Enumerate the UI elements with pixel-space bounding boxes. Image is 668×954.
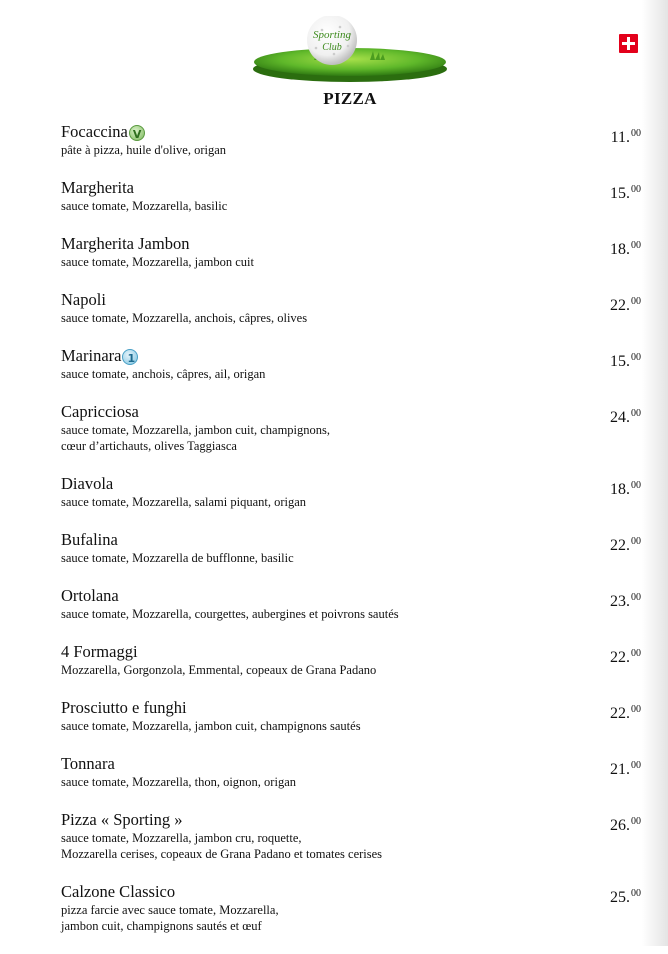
menu-item bbox=[61, 402, 641, 454]
menu-item-description: sauce tomate, Mozzarella, thon, oignon, origan bbox=[61, 775, 296, 789]
menu-item-description: sauce tomate, Mozzarella, courgettes, aubergines et poivrons sautés bbox=[61, 607, 399, 621]
price-cents: 00 bbox=[631, 816, 641, 827]
menu-item-name-row bbox=[61, 882, 641, 902]
menu-item-price bbox=[610, 588, 641, 612]
menu-item-description: sauce tomate, Mozzarella, jambon cru, roquette, bbox=[61, 831, 302, 845]
menu-item-name-row bbox=[61, 178, 641, 198]
menu-item-description: sauce tomate, anchois, câpres, ail, origan bbox=[61, 367, 266, 381]
menu-item-name-row bbox=[61, 290, 641, 310]
menu-item-name: Capricciosa bbox=[61, 402, 139, 421]
menu-item-name: Marinara bbox=[61, 346, 122, 365]
menu-item-price bbox=[610, 292, 641, 316]
menu-item-description: Mozzarella cerises, copeaux de Grana Padano et tomates cerises bbox=[61, 847, 383, 861]
price-amount: 22. bbox=[610, 649, 630, 666]
menu-item-description: sauce tomate, Mozzarella, jambon cuit, champignons sautés bbox=[61, 719, 361, 733]
price-amount: 18. bbox=[610, 481, 630, 498]
menu-item bbox=[61, 234, 641, 270]
price-amount: 23. bbox=[610, 593, 630, 610]
price-cents: 00 bbox=[631, 240, 641, 251]
menu-item-name: Calzone Classico bbox=[61, 882, 176, 901]
menu-item-description: sauce tomate, Mozzarella de bufflonne, basilic bbox=[61, 551, 294, 565]
menu-item-name-row bbox=[61, 234, 641, 254]
price-cents: 00 bbox=[631, 352, 641, 363]
menu-item-price bbox=[611, 124, 641, 148]
menu-item-description: pizza farcie avec sauce tomate, Mozzarella, bbox=[61, 903, 279, 917]
menu-item-price bbox=[610, 532, 641, 556]
price-cents: 00 bbox=[631, 592, 641, 603]
menu-item-name-row bbox=[61, 530, 641, 550]
menu-item bbox=[61, 346, 641, 382]
menu-item-description: cœur d’artichauts, olives Taggiasca bbox=[61, 439, 237, 453]
logo-text-sporting: Sporting bbox=[313, 29, 351, 41]
menu-item-name: Ortolana bbox=[61, 586, 119, 605]
menu-item-name: 4 Formaggi bbox=[61, 642, 138, 661]
menu-item-price bbox=[610, 348, 641, 372]
price-cents: 00 bbox=[631, 480, 641, 491]
menu-list bbox=[61, 122, 641, 954]
price-cents: 00 bbox=[631, 760, 641, 771]
menu-item bbox=[61, 474, 641, 510]
price-cents: 00 bbox=[631, 184, 641, 195]
price-cents: 00 bbox=[631, 888, 641, 899]
price-cents: 00 bbox=[631, 648, 641, 659]
menu-item-price bbox=[610, 884, 641, 908]
fish-icon bbox=[122, 349, 138, 365]
menu-item-description: jambon cuit, champignons sautés et œuf bbox=[61, 919, 262, 933]
menu-item-name-row bbox=[61, 754, 641, 774]
price-amount: 11. bbox=[610, 129, 630, 146]
menu-item-name-row bbox=[61, 346, 641, 366]
swiss-flag-icon[interactable] bbox=[619, 34, 638, 53]
menu-item-name: Margherita Jambon bbox=[61, 234, 190, 253]
menu-item-name: Tonnara bbox=[61, 754, 115, 773]
price-cents: 00 bbox=[631, 296, 641, 307]
price-amount: 15. bbox=[610, 353, 630, 370]
menu-item-price bbox=[610, 756, 641, 780]
menu-item bbox=[61, 642, 641, 678]
menu-item-name-row bbox=[61, 586, 641, 606]
page-title: PIZZA bbox=[323, 89, 377, 108]
menu-item-description: sauce tomate, Mozzarella, salami piquant, origan bbox=[61, 495, 307, 509]
menu-item-name: Pizza « Sporting » bbox=[61, 810, 183, 829]
menu-item-price bbox=[610, 700, 641, 724]
menu-item-price bbox=[610, 404, 641, 428]
menu-item-name: Napoli bbox=[61, 290, 106, 309]
menu-item bbox=[61, 810, 641, 862]
menu-item-name-row bbox=[61, 402, 641, 422]
menu-item-price bbox=[610, 180, 641, 204]
menu-item-description: Mozzarella, Gorgonzola, Emmental, copeaux de Grana Padano bbox=[61, 663, 377, 677]
price-cents: 00 bbox=[631, 128, 641, 139]
menu-item-name: Diavola bbox=[61, 474, 114, 493]
menu-item bbox=[61, 290, 641, 326]
menu-item-name: Prosciutto e funghi bbox=[61, 698, 187, 717]
price-amount: 26. bbox=[610, 817, 630, 834]
menu-item-name: Bufalina bbox=[61, 530, 118, 549]
menu-item bbox=[61, 178, 641, 214]
menu-item-name-row bbox=[61, 122, 641, 142]
menu-item-name: Margherita bbox=[61, 178, 135, 197]
price-cents: 00 bbox=[631, 704, 641, 715]
menu-item-description: sauce tomate, Mozzarella, jambon cuit bbox=[61, 255, 254, 269]
menu-item bbox=[61, 122, 641, 158]
menu-item-price bbox=[610, 812, 641, 836]
price-amount: 22. bbox=[610, 537, 630, 554]
menu-item bbox=[61, 530, 641, 566]
menu-item-name-row bbox=[61, 698, 641, 718]
sporting-club-logo bbox=[252, 16, 448, 84]
menu-item-price bbox=[610, 476, 641, 500]
menu-item-name: Focaccina bbox=[61, 122, 128, 141]
vegetarian-icon bbox=[129, 125, 145, 141]
menu-item bbox=[61, 698, 641, 734]
page-edge-shadow bbox=[642, 0, 668, 946]
menu-item bbox=[61, 882, 641, 934]
menu-item-name-row bbox=[61, 474, 641, 494]
logo-text-club: Club bbox=[322, 42, 342, 53]
price-cents: 00 bbox=[631, 536, 641, 547]
price-amount: 21. bbox=[610, 761, 630, 778]
menu-item-description: sauce tomate, Mozzarella, jambon cuit, champignons, bbox=[61, 423, 331, 437]
menu-item-price bbox=[610, 644, 641, 668]
menu-item-name-row bbox=[61, 642, 641, 662]
menu-item-description: pâte à pizza, huile d'olive, origan bbox=[61, 143, 227, 157]
menu-item-description: sauce tomate, Mozzarella, anchois, câpres, olives bbox=[61, 311, 308, 325]
menu-item-name-row bbox=[61, 810, 641, 830]
price-amount: 18. bbox=[610, 241, 630, 258]
price-cents: 00 bbox=[631, 408, 641, 419]
price-amount: 22. bbox=[610, 297, 630, 314]
menu-item-price bbox=[610, 236, 641, 260]
price-amount: 15. bbox=[610, 185, 630, 202]
price-amount: 24. bbox=[610, 409, 630, 426]
price-amount: 22. bbox=[610, 705, 630, 722]
price-amount: 25. bbox=[610, 889, 630, 906]
menu-item bbox=[61, 586, 641, 622]
menu-item-description: sauce tomate, Mozzarella, basilic bbox=[61, 199, 228, 213]
menu-item bbox=[61, 754, 641, 790]
